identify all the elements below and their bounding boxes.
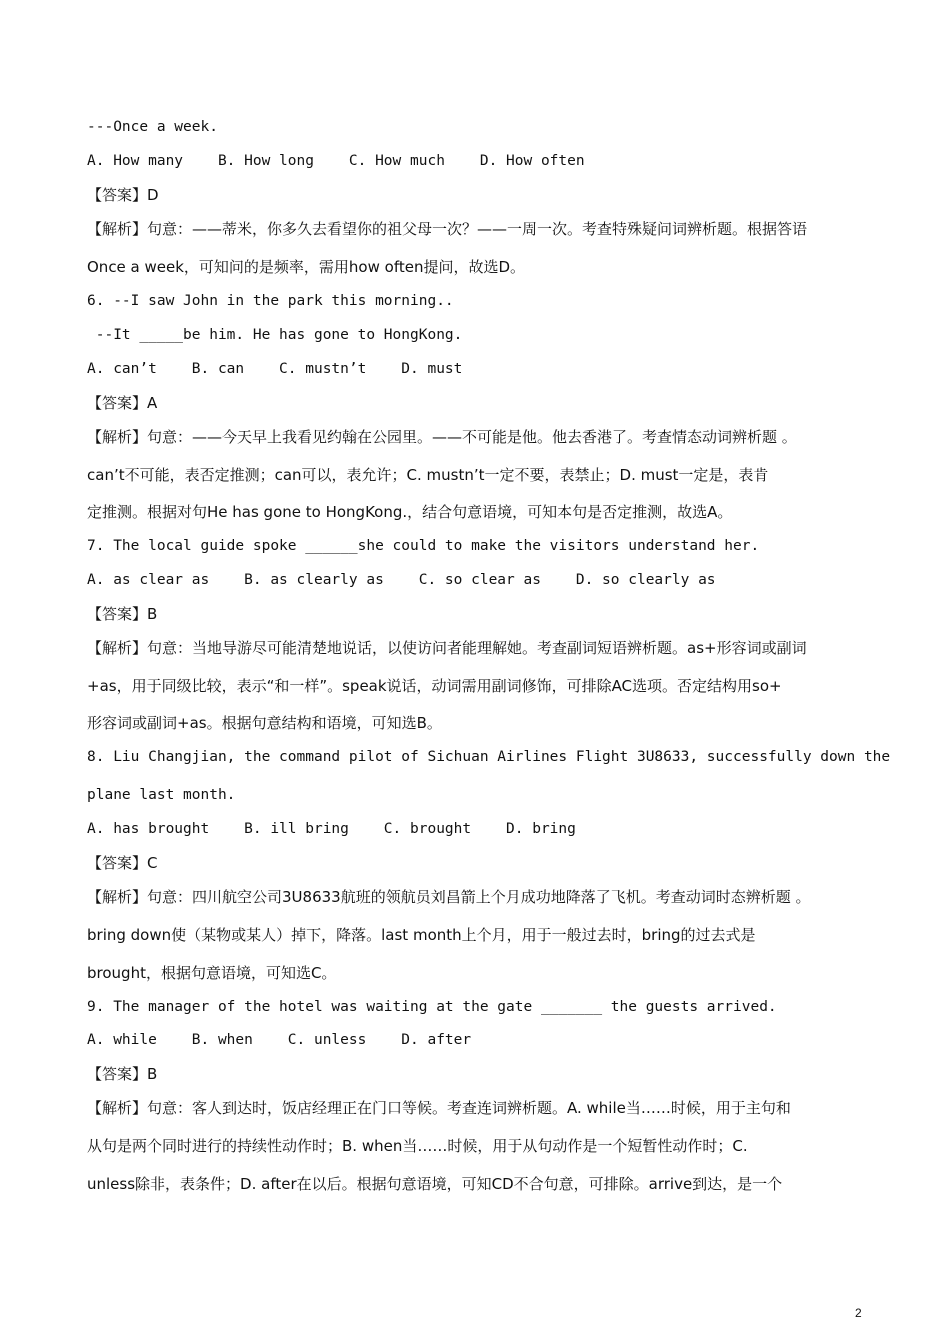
page-number: 2 (855, 1306, 862, 1320)
text-line-l08: A. can’t B. can C. mustn’t D. must (87, 361, 463, 377)
text-line-l18: 形容词或副词+as。根据句意结构和语境，可知选B。 (87, 714, 442, 732)
text-line-l22: 【答案】C (87, 854, 158, 872)
text-line-l24: bring down使（某物或某人）掉下，降落。last month上个月，用于一般过去时，bring的过去式是 (87, 926, 756, 944)
text-line-l16: 【解析】句意：当地导游尽可能清楚地说话，以使访问者能理解她。考查副词短语辨析题。as+形容词或副词 (87, 639, 807, 657)
text-line-l27: A. while B. when C. unless D. after (87, 1032, 472, 1048)
text-line-l09: 【答案】A (87, 394, 158, 412)
text-line-l17: +as，用于同级比较，表示“和一样”。speak说话，动词需用副词修饰，可排除AC选项。否定结构用so+ (87, 677, 782, 695)
text-line-l20: plane last month. (87, 787, 236, 803)
text-line-l15: 【答案】B (87, 605, 158, 623)
text-line-l19: 8. Liu Changjian, the command pilot of Sichuan Airlines Flight 3U8633, successfully down the (87, 749, 891, 765)
text-line-l12: 定推测。根据对句He has gone to HongKong.，结合句意语境，可知本句是否定推测，故选A。 (87, 503, 733, 521)
text-line-l23: 【解析】句意：四川航空公司3U8633航班的领航员刘昌箭上个月成功地降落了飞机。考查动词时态辨析题 。 (87, 888, 811, 906)
text-line-l25: brought，根据句意语境，可知选C。 (87, 964, 337, 982)
text-line-l07: --It _____be him. He has gone to HongKong. (87, 327, 463, 343)
text-line-l03: 【答案】D (87, 186, 159, 204)
text-line-l13: 7. The local guide spoke ______she could to make the visitors understand her. (87, 538, 760, 554)
text-line-l02: A. How many B. How long C. How much D. How often (87, 153, 585, 169)
text-line-l26: 9. The manager of the hotel was waiting at the gate _______ the guests arrived. (87, 999, 777, 1015)
text-line-l14: A. as clear as B. as clearly as C. so clear as D. so clearly as (87, 572, 716, 588)
text-line-l04: 【解析】句意：——蒂米，你多久去看望你的祖父母一次？——一周一次。考查特殊疑问词辨析题。根据答语 (87, 220, 808, 238)
text-line-l30: 从句是两个同时进行的持续性动作时；B. when当……时候，用于从句动作是一个短暂性动作时；C. (87, 1137, 748, 1155)
text-line-l06: 6. --I saw John in the park this morning.. (87, 293, 454, 309)
text-line-l05: Once a week，可知问的是频率，需用how often提问，故选D。 (87, 258, 526, 276)
text-line-l31: unless除非，表条件；D. after在以后。根据句意语境，可知CD不合句意，可排除。arrive到达，是一个 (87, 1175, 783, 1193)
text-line-l01: ---Once a week. (87, 119, 218, 135)
text-line-l10: 【解析】句意：——今天早上我看见约翰在公园里。——不可能是他。他去香港了。考查情态动词辨析题 。 (87, 428, 797, 446)
text-line-l11: can’t不可能，表否定推测；can可以，表允许；C. mustn’t一定不要，表禁止；D. must一定是，表肯 (87, 466, 769, 484)
text-line-l21: A. has brought B. ill bring C. brought D. bring (87, 821, 576, 837)
text-line-l29: 【解析】句意：客人到达时，饭店经理正在门口等候。考查连词辨析题。A. while当……时候，用于主句和 (87, 1099, 791, 1117)
text-line-l28: 【答案】B (87, 1065, 158, 1083)
